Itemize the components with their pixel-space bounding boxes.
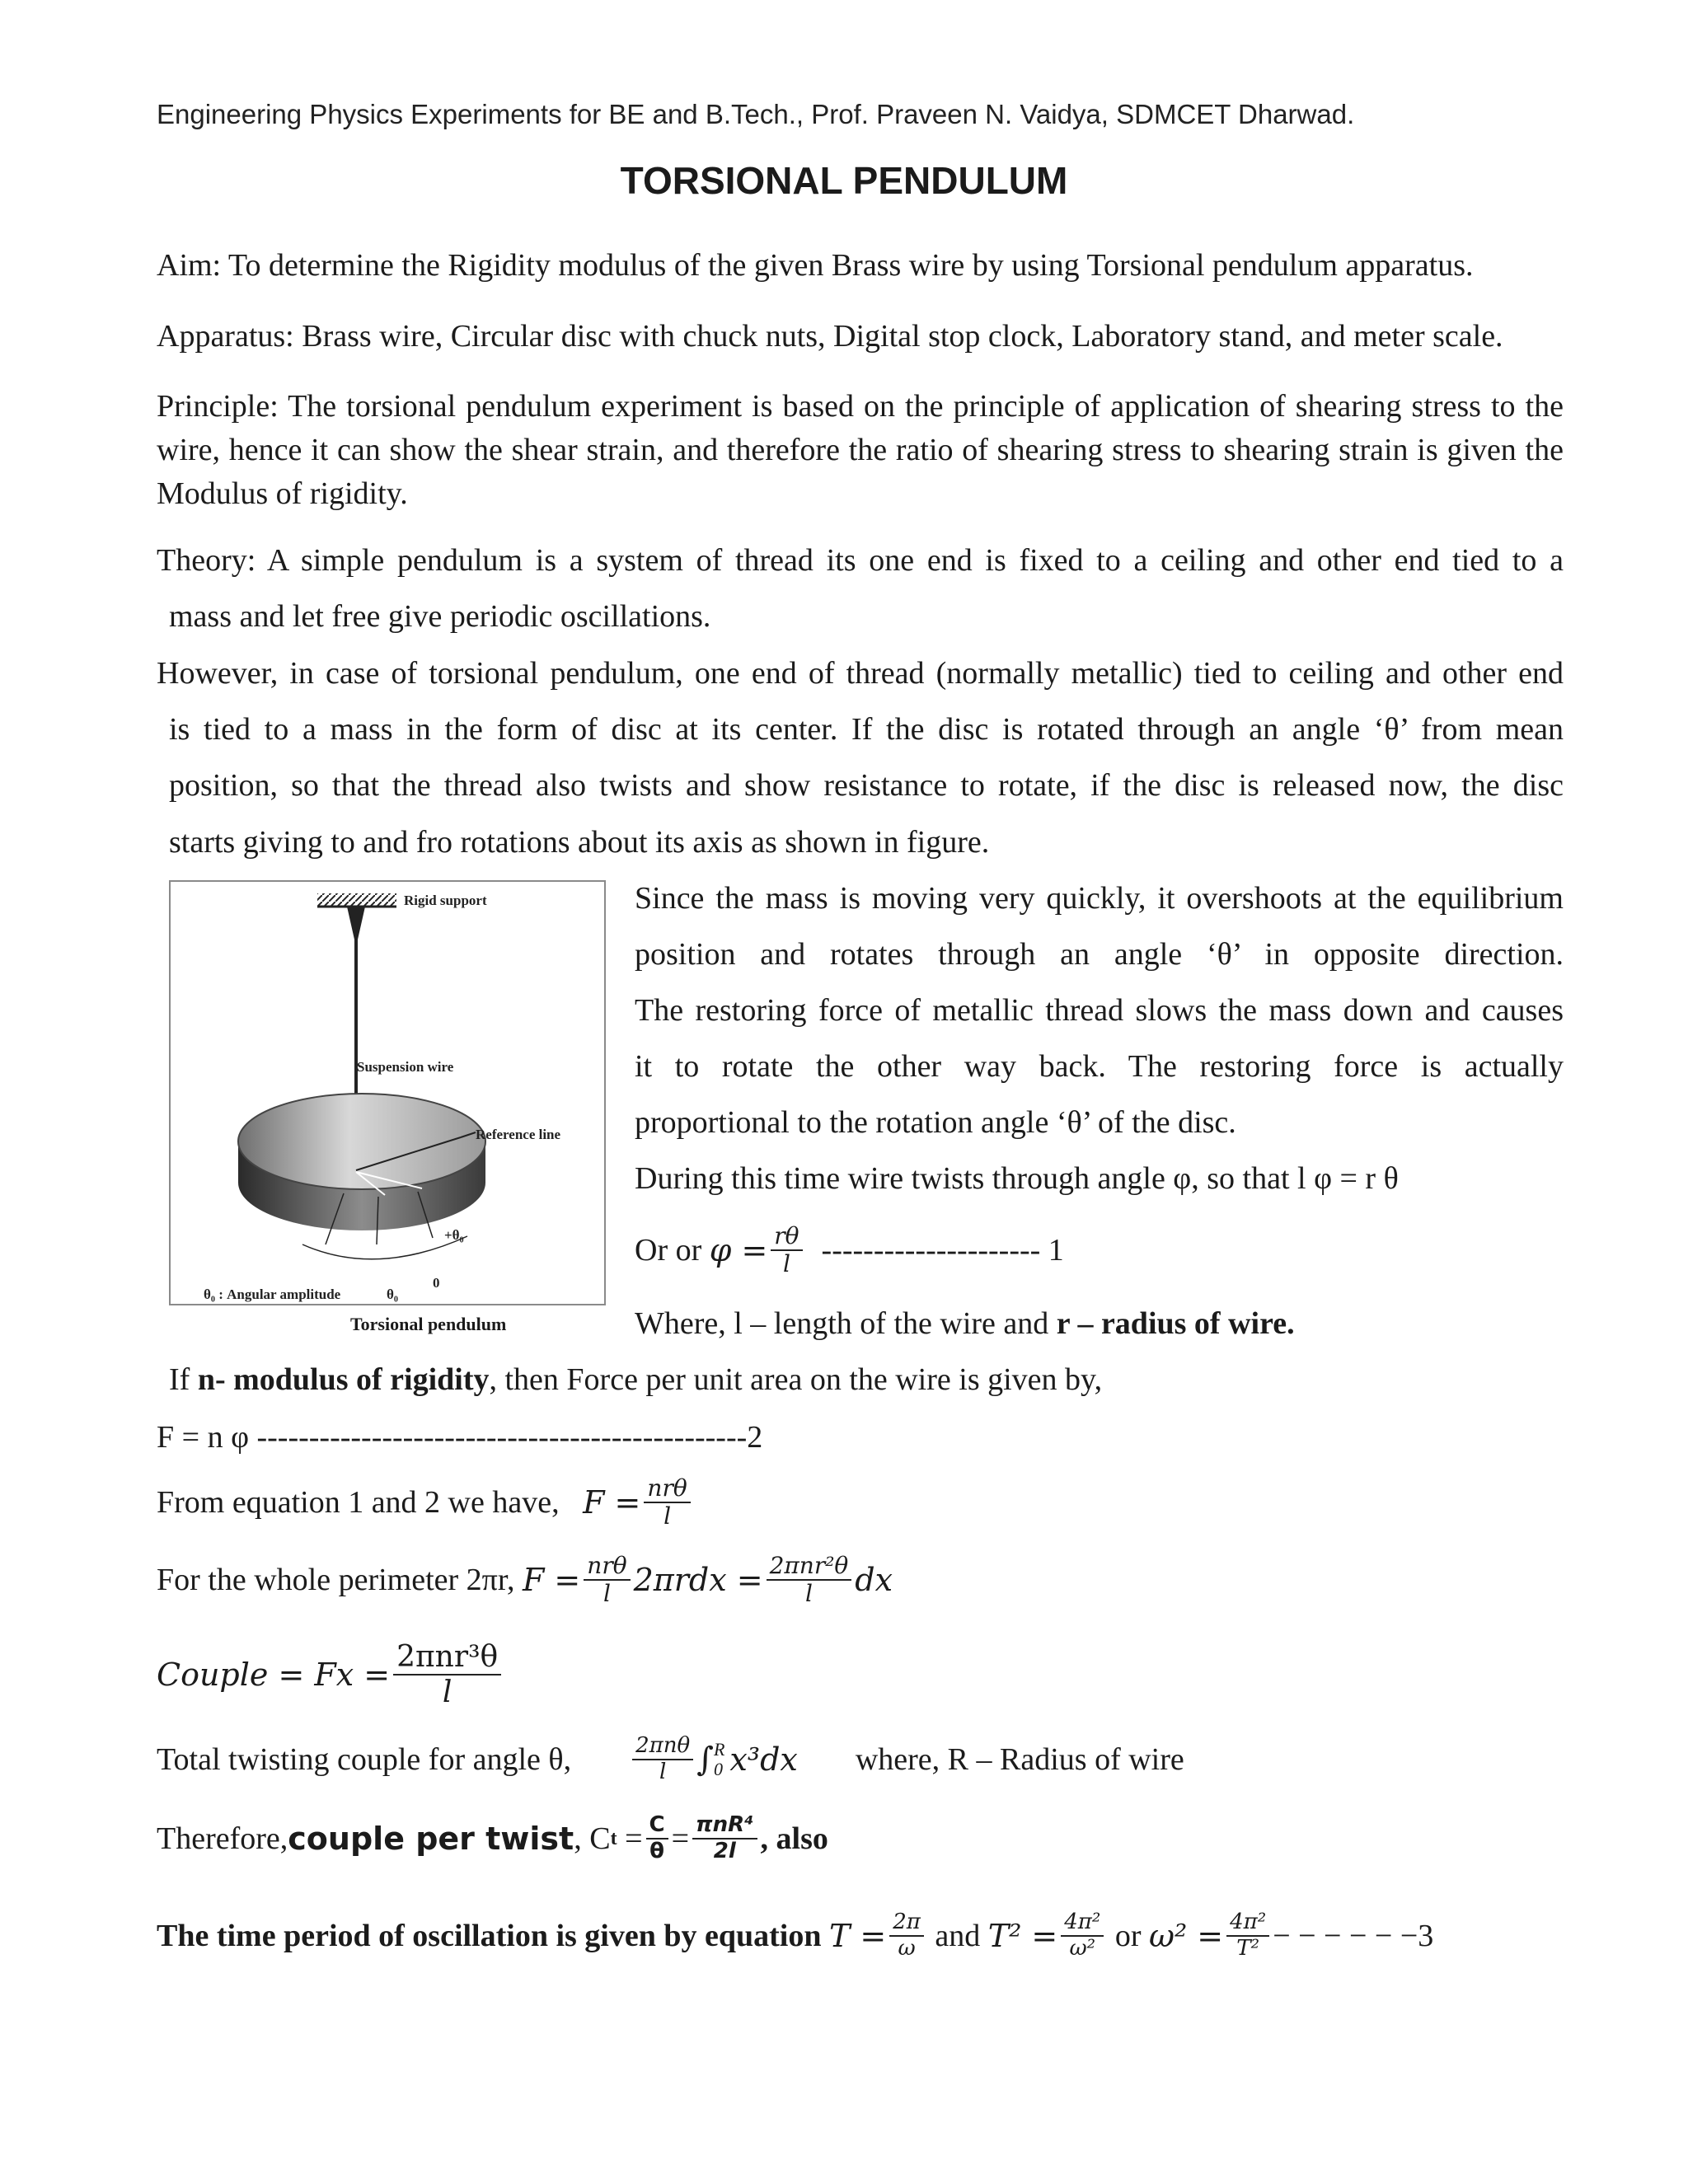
eq7-bold: couple per twist (288, 1820, 574, 1857)
side-line-5: proportional to the rotation angle ‘θ’ of the disc. (635, 1105, 1236, 1140)
side-line-3: The restoring force of metallic thread slows the mass down and causes (635, 993, 1564, 1028)
rigidity-suffix: , then Force per unit area on the wire is given by, (489, 1362, 1103, 1397)
where-text: Where, l – length of the wire and (635, 1306, 1057, 1341)
eq7-numerator-2: πnR⁴ (692, 1813, 757, 1840)
eq7-denominator-2: 2l (713, 1838, 736, 1863)
eq3-text: From equation 1 and 2 we have, (157, 1485, 560, 1521)
eq7-fraction-2 (692, 1813, 757, 1864)
eq6-denominator: l (659, 1759, 667, 1784)
eq7-numerator-1: C (646, 1813, 668, 1840)
eq7-ct: , C (574, 1821, 611, 1856)
equation-3 (157, 1475, 694, 1530)
eq8-fraction-1 (889, 1910, 924, 1961)
apparatus-text: Apparatus: Brass wire, Circular disc with chuck nuts, Digital stop clock, Laboratory stand, and meter scale. (157, 319, 1503, 354)
eq7-text: Therefore, (157, 1821, 288, 1856)
rigid-support-hatch (317, 893, 396, 907)
eq8-denominator-2: ω² (1069, 1935, 1096, 1961)
eq1-lhs: φ = (709, 1232, 768, 1269)
eq4-text: For the whole perimeter 2πr, (157, 1563, 515, 1598)
theory-line-2: mass and let free give periodic oscillations. (169, 599, 711, 634)
equation-6 (157, 1734, 1184, 1785)
eq8-numerator-3: 4π² (1226, 1910, 1269, 1937)
eq7-sub: t (610, 1827, 617, 1849)
side-line-2: position and rotates through an angle ‘θ’ in opposite direction. (635, 937, 1564, 972)
eq1-dashes: --------------------- 1 (821, 1233, 1064, 1268)
page-header: Engineering Physics Experiments for BE and B.Tech., Prof. Praveen N. Vaidya, SDMCET Dharwad. (157, 99, 1355, 129)
equation-7 (157, 1813, 828, 1864)
principle-text: Principle: The torsional pendulum experiment is based on the principle of application of shearing stress to the wire, hence it can show the shear strain, and therefore the ratio of shearing stress to shearing strain is given the Modulus of rigidity. (157, 389, 1564, 511)
eq3-lhs: F = (583, 1484, 641, 1521)
eq7-denominator-1: θ (649, 1838, 664, 1863)
eq8-denominator-1: ω (898, 1935, 916, 1961)
eq5-fraction (393, 1640, 501, 1710)
plus-theta-label: +θ₀ (444, 1227, 464, 1243)
eq8-numerator-1: 2π (889, 1910, 924, 1937)
eq6-integral: ∫ (696, 1740, 714, 1779)
side-line-1: Since the mass is moving very quickly, it overshoots at the equilibrium (635, 881, 1564, 916)
suspension-wire-label: Suspension wire (357, 1059, 454, 1075)
rigid-support-label: Rigid support (404, 893, 487, 908)
side-line-4: it to rotate the other way back. The restoring force is actually (635, 1049, 1564, 1084)
equation-4 (157, 1553, 893, 1607)
aim-text: Aim: To determine the Rigidity modulus of the given Brass wire by using Torsional pendulum apparatus. (157, 248, 1474, 283)
theory-p2-line-2: is tied to a mass in the form of disc at its center. If the disc is rotated through an angle ‘θ’ from mean (169, 712, 1564, 747)
eq8-bold: The time period of oscillation is given by equation (157, 1918, 822, 1953)
eq6-upper: R (713, 1738, 725, 1760)
equation-5 (157, 1640, 504, 1710)
eq4-denominator-1: l (603, 1580, 611, 1608)
eq6-where: where, R – Radius of wire (855, 1741, 1184, 1777)
eq4-fraction-2 (767, 1553, 852, 1607)
eq8-t: T = (828, 1917, 887, 1954)
eq6-lower: 0 (713, 1758, 723, 1779)
rigidity-line (169, 1358, 1102, 1401)
eq7-also: , also (760, 1821, 828, 1856)
eq4-fraction-1 (584, 1553, 630, 1607)
eq1-numerator: rθ (771, 1223, 802, 1251)
rigidity-bold: n- modulus of rigidity (197, 1362, 490, 1397)
eq8-tail: − − − − − −3 (1273, 1918, 1434, 1953)
eq5-denominator: l (442, 1675, 452, 1710)
reference-line-label: Reference line (476, 1127, 561, 1142)
eq4-numerator-1: nrθ (584, 1553, 630, 1581)
eq6-fraction (632, 1734, 693, 1785)
theory-p2-line-4: starts giving to and fro rotations about its axis as shown in figure. (169, 825, 990, 860)
eq3-fraction (644, 1475, 690, 1530)
eq1-prefix: Or or (635, 1233, 702, 1268)
figure-drawing (171, 882, 604, 1304)
theory-p2-line-3: position, so that the thread also twists and show resistance to rotate, if the disc is released now, the disc (169, 768, 1564, 803)
eq3-denominator: l (663, 1502, 672, 1530)
eq8-numerator-2: 4π² (1061, 1910, 1104, 1937)
theory-line-1: Theory: A simple pendulum is a system of thread its one end is fixed to a ceiling and other end tied to a (157, 543, 1564, 578)
eq4-tail: dx (855, 1562, 893, 1599)
eq4-mid: 2πrdx = (633, 1562, 763, 1599)
where-bold: r – radius of wire. (1056, 1306, 1295, 1341)
where-radius (635, 1302, 1295, 1345)
equation-8 (157, 1910, 1433, 1961)
eq4-lhs: F = (522, 1562, 581, 1599)
eq5-numerator: 2πnr³θ (393, 1640, 501, 1675)
rigidity-prefix: If (169, 1362, 198, 1397)
zero-label: 0 (433, 1275, 440, 1291)
eq3-numerator: nrθ (644, 1475, 690, 1503)
theta-a-label: θ₀ (387, 1286, 398, 1302)
eq4-numerator-2: 2πnr²θ (767, 1553, 852, 1581)
eq8-fraction-3 (1226, 1910, 1269, 1961)
eq5-lhs: Couple = Fx = (157, 1657, 391, 1694)
eq8-or: or (1114, 1918, 1142, 1953)
page-title: TORSIONAL PENDULUM (620, 159, 1068, 202)
eq4-denominator-2: l (804, 1580, 813, 1608)
eq7-equals-2: = (671, 1821, 690, 1856)
side-line-6: During this time wire twists through angle φ, so that l φ = r θ (635, 1161, 1399, 1196)
eq8-denominator-3: T² (1236, 1935, 1260, 1961)
eq7-fraction-1 (646, 1813, 668, 1864)
figure-caption: Torsional pendulum (350, 1314, 507, 1334)
equation-2: F = n φ -----------------------------------------------2 (157, 1420, 763, 1455)
eq6-integrand: x³dx (729, 1741, 798, 1778)
eq8-fraction-2 (1061, 1910, 1104, 1961)
torsional-pendulum-figure (169, 880, 606, 1305)
eq1-fraction (771, 1223, 802, 1277)
equation-1 (635, 1223, 1064, 1277)
eq7-equals-1: = (625, 1821, 643, 1856)
eq8-w2: ω² = (1148, 1917, 1224, 1954)
eq8-t2: T² = (987, 1917, 1058, 1954)
theory-p2-line-1: However, in case of torsional pendulum, one end of thread (normally metallic) tied to ceiling and other end (157, 656, 1564, 691)
eq8-and: and (935, 1918, 981, 1953)
angular-amplitude-label: θ₀ : Angular amplitude (204, 1286, 341, 1302)
eq6-text: Total twisting couple for angle θ, (157, 1741, 572, 1777)
chuck-nut (347, 907, 365, 940)
eq1-denominator: l (782, 1250, 790, 1278)
eq6-limits (714, 1740, 724, 1779)
eq6-numerator: 2πnθ (632, 1734, 693, 1760)
